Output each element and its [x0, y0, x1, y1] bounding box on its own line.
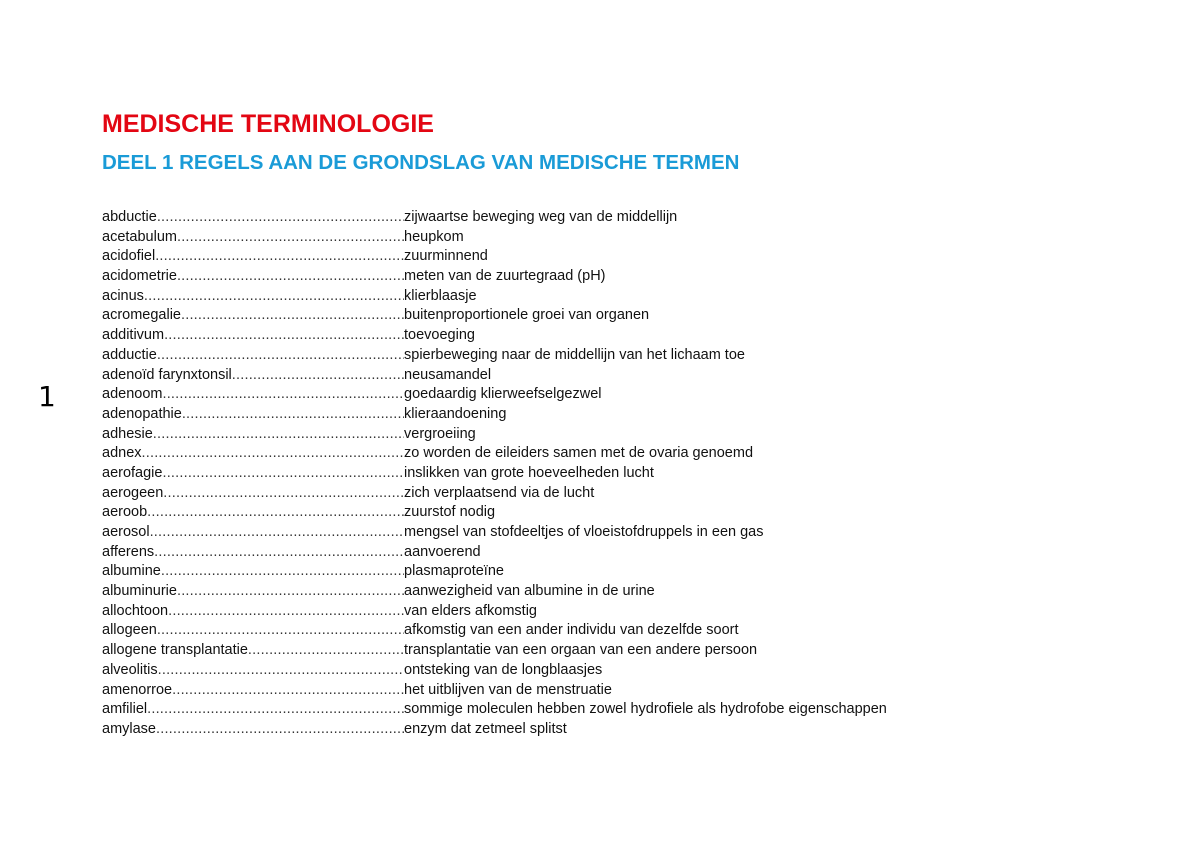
glossary-term: adnex [102, 445, 142, 462]
glossary-definition: transplantatie van een orgaan van een andere persoon [404, 642, 758, 659]
glossary-entry [102, 484, 1102, 504]
term-cell [102, 681, 404, 701]
glossary-entry [102, 464, 1102, 484]
term-cell [102, 582, 404, 602]
term-cell [102, 720, 404, 740]
glossary-term: amenorroe [102, 681, 173, 698]
glossary-term: acetabulum [102, 228, 177, 245]
dot-leader [157, 621, 404, 641]
dot-leader [177, 582, 404, 602]
term-cell [102, 267, 404, 287]
document-subtitle: DEEL 1 REGELS AAN DE GRONDSLAG VAN MEDISCHE TERMEN [102, 151, 740, 174]
glossary-definition: afkomstig van een ander individu van dezelfde soort [404, 622, 739, 639]
glossary-definition: zijwaartse beweging weg van de middellijn [404, 209, 678, 225]
glossary-definition: toevoeging [404, 327, 475, 344]
dot-leader [163, 484, 404, 504]
glossary-term: aerosol [102, 524, 150, 540]
term-cell [102, 366, 404, 386]
glossary-entry [102, 366, 1102, 386]
glossary-list [102, 208, 1102, 740]
dot-leader [162, 385, 404, 405]
glossary-definition: aanvoerend [404, 543, 481, 560]
glossary-term: albumine [102, 563, 161, 580]
glossary-entry [102, 208, 1102, 228]
glossary-definition: zich verplaatsend via de lucht [404, 484, 595, 501]
term-cell [102, 346, 404, 366]
glossary-definition: buitenproportionele groei van organen [404, 307, 650, 324]
glossary-term: amylase [102, 720, 156, 737]
term-cell [102, 425, 404, 445]
glossary-entry [102, 385, 1102, 405]
dot-leader [144, 287, 404, 307]
glossary-definition: aanwezigheid van albumine in de urine [404, 583, 655, 600]
glossary-term: acromegalie [102, 307, 181, 324]
glossary-definition: enzym dat zetmeel splitst [404, 720, 567, 737]
dot-leader [162, 464, 404, 484]
glossary-entry [102, 503, 1102, 523]
glossary-definition: sommige moleculen hebben zowel hydrofiele als hydrofobe eigenschappen [404, 701, 887, 718]
glossary-term: additivum [102, 327, 165, 344]
glossary-entry [102, 720, 1102, 740]
glossary-term: acinus [102, 287, 144, 304]
document-title: MEDISCHE TERMINOLOGIE [102, 110, 434, 138]
dot-leader [232, 366, 404, 386]
glossary-term: afferens [102, 543, 155, 560]
dot-leader [157, 208, 404, 228]
glossary-definition: mengsel van stofdeeltjes of vloeistofdruppels in een gas [404, 524, 764, 540]
glossary-term: amfiliel [102, 701, 148, 718]
glossary-entry [102, 523, 1102, 543]
glossary-entry [102, 267, 1102, 287]
glossary-entry [102, 562, 1102, 582]
glossary-definition: vergroeiing [404, 425, 476, 442]
dot-leader [153, 425, 404, 445]
dot-leader [142, 444, 404, 464]
term-cell [102, 621, 404, 641]
glossary-definition: het uitblijven van de menstruatie [404, 681, 612, 698]
glossary-term: allogeen [102, 622, 157, 639]
term-cell [102, 405, 404, 425]
glossary-entry [102, 306, 1102, 326]
dot-leader [150, 523, 404, 543]
term-cell [102, 247, 404, 267]
glossary-entry [102, 346, 1102, 366]
dot-leader [155, 247, 404, 267]
dot-leader [181, 306, 404, 326]
term-cell [102, 523, 404, 543]
glossary-entry [102, 582, 1102, 602]
glossary-definition: zo worden de eileiders samen met de ovaria genoemd [404, 445, 754, 462]
glossary-definition: goedaardig klierweefselgezwel [404, 386, 602, 403]
glossary-definition: meten van de zuurtegraad (pH) [404, 268, 606, 285]
glossary-entry [102, 602, 1102, 622]
term-cell [102, 208, 404, 228]
dot-leader [147, 503, 404, 523]
glossary-term: adductie [102, 346, 157, 363]
page-number: 1 [38, 380, 56, 413]
glossary-definition: neusamandel [404, 366, 492, 383]
glossary-definition: plasmaproteïne [404, 563, 504, 580]
glossary-definition: zuurminnend [404, 248, 488, 265]
glossary-entry [102, 326, 1102, 346]
glossary-entry [102, 621, 1102, 641]
glossary-definition: spierbeweging naar de middellijn van het lichaam toe [404, 346, 745, 363]
glossary-entry [102, 641, 1102, 661]
glossary-definition: klieraandoening [404, 405, 507, 422]
dot-leader [156, 720, 404, 740]
glossary-term: acidofiel [102, 248, 156, 265]
glossary-definition: zuurstof nodig [404, 504, 496, 521]
glossary-term: adenoom [102, 386, 163, 403]
glossary-term: adhesie [102, 425, 153, 442]
dot-leader [161, 562, 404, 582]
dot-leader [177, 228, 404, 248]
term-cell [102, 602, 404, 622]
term-cell [102, 503, 404, 523]
dot-leader [177, 267, 404, 287]
glossary-term: acidometrie [102, 268, 177, 285]
glossary-entry [102, 228, 1102, 248]
glossary-entry [102, 247, 1102, 267]
dot-leader [182, 405, 404, 425]
dot-leader [172, 681, 404, 701]
dot-leader [248, 641, 404, 661]
glossary-term: adenoïd farynxtonsil [102, 366, 232, 383]
dot-leader [158, 661, 404, 681]
term-cell [102, 228, 404, 248]
glossary-entry [102, 444, 1102, 464]
term-cell [102, 562, 404, 582]
dot-leader [154, 543, 404, 563]
glossary-entry [102, 425, 1102, 445]
term-cell [102, 464, 404, 484]
glossary-term: albuminurie [102, 583, 177, 600]
term-cell [102, 326, 404, 346]
term-cell [102, 484, 404, 504]
glossary-term: aeroob [102, 504, 148, 521]
term-cell [102, 287, 404, 307]
term-cell [102, 641, 404, 661]
glossary-term: alveolitis [102, 661, 158, 678]
term-cell [102, 444, 404, 464]
glossary-definition: inslikken van grote hoeveelheden lucht [404, 464, 654, 481]
glossary-entry [102, 405, 1102, 425]
glossary-entry [102, 681, 1102, 701]
glossary-term: allochtoon [102, 602, 169, 619]
glossary-definition: heupkom [404, 228, 464, 245]
glossary-entry [102, 700, 1102, 720]
glossary-definition: klierblaasje [404, 287, 477, 304]
glossary-definition: van elders afkomstig [404, 602, 537, 619]
glossary-term: abductie [102, 209, 157, 225]
term-cell [102, 700, 404, 720]
glossary-term: aerogeen [102, 484, 164, 501]
dot-leader [168, 602, 404, 622]
term-cell [102, 543, 404, 563]
term-cell [102, 306, 404, 326]
glossary-entry [102, 661, 1102, 681]
term-cell [102, 661, 404, 681]
term-cell [102, 385, 404, 405]
dot-leader [147, 700, 404, 720]
glossary-entry [102, 287, 1102, 307]
glossary-definition: ontsteking van de longblaasjes [404, 661, 603, 678]
glossary-term: adenopathie [102, 405, 182, 422]
glossary-term: allogene transplantatie [102, 642, 248, 659]
glossary-entry [102, 543, 1102, 563]
glossary-term: aerofagie [102, 464, 163, 481]
dot-leader [157, 346, 404, 366]
dot-leader [164, 326, 404, 346]
